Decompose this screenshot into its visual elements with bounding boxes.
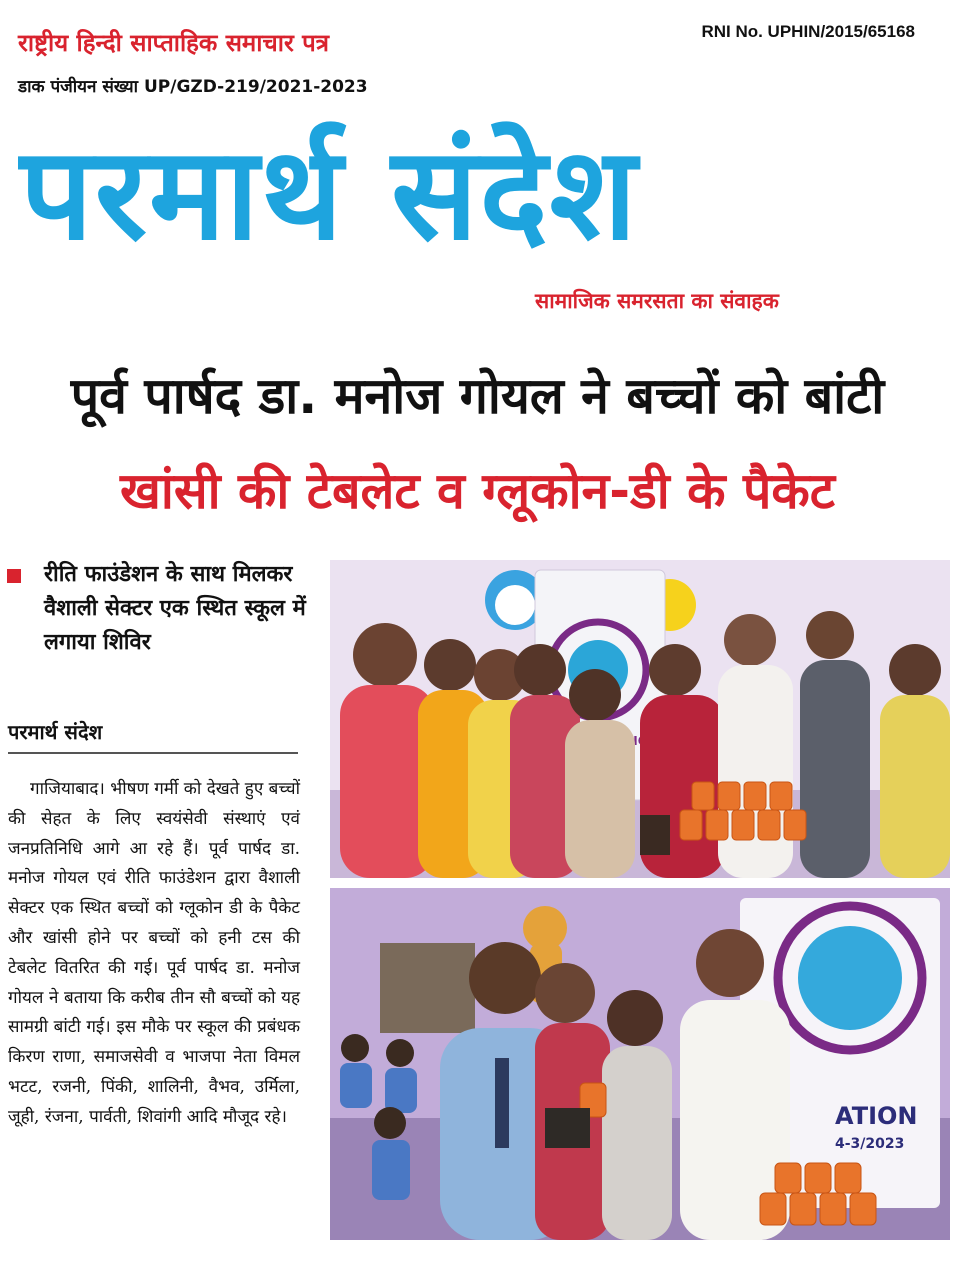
banner-year: 4-3/2023 (835, 1136, 905, 1152)
event-photo-2-illustration (330, 888, 950, 1240)
banner-text-2: ATION (835, 1102, 918, 1130)
byline: परमार्थ संदेश (8, 720, 103, 744)
event-photo-2 (330, 888, 950, 1240)
bullet-square-icon (7, 569, 21, 583)
tagline-top: राष्ट्रीय हिन्दी साप्ताहिक समाचार पत्र (18, 29, 330, 57)
masthead-subtitle: सामाजिक समरसता का संवाहक (535, 289, 779, 313)
masthead-title: परमार्थ संदेश (20, 120, 639, 269)
headline-line-2: खांसी की टेबलेट व ग्लूकोन-डी के पैकेट (120, 462, 835, 520)
rni-number: RNI No. UPHIN/2015/65168 (701, 22, 915, 41)
event-photo-1-illustration (330, 560, 950, 878)
highlight-text: रीति फाउंडेशन के साथ मिलकर वैशाली सेक्टर एक स्थित स्कूल में लगाया शिविर (44, 562, 306, 655)
headline-line-1: पूर्व पार्षद डा. मनोज गोयल ने बच्चों को बांटी (70, 367, 885, 425)
byline-divider (8, 752, 298, 754)
postal-registration: डाक पंजीयन संख्या UP/GZD-219/2021-2023 (18, 77, 368, 97)
article-body: गाजियाबाद। भीषण गर्मी को देखते हुए बच्चों की सेहत के लिए स्वयंसेवी संस्थाएं एवं जनप्रतिनिधि आगे आ रहे हैं। पूर्व पार्षद डा. मनोज गोयल एवं रीति फाउंडेशन द्वारा वैशाली सेक्टर एक स्थित बच्चों को ग्लूकोन डी के पैकेट और खांसी होने पर बच्चों को हनी टस की टेबलेट वितरित की गई। पूर्व पार्षद डा. मनोज गोयल ने बताया कि करीब तीन सौ बच्चों को यह सामग्री बांटी गई। इस मौके पर स्कूल की प्रबंधक किरण राणा, समाजसेवी व भाजपा नेता विमल भटट, रजनी, पिंकी, शालिनी, वैभव, उर्मिला, जूही, रंजना, पार्वती, शिवांगी आदि मौजूद रहे। (8, 779, 300, 1127)
event-photo-1 (330, 560, 950, 878)
